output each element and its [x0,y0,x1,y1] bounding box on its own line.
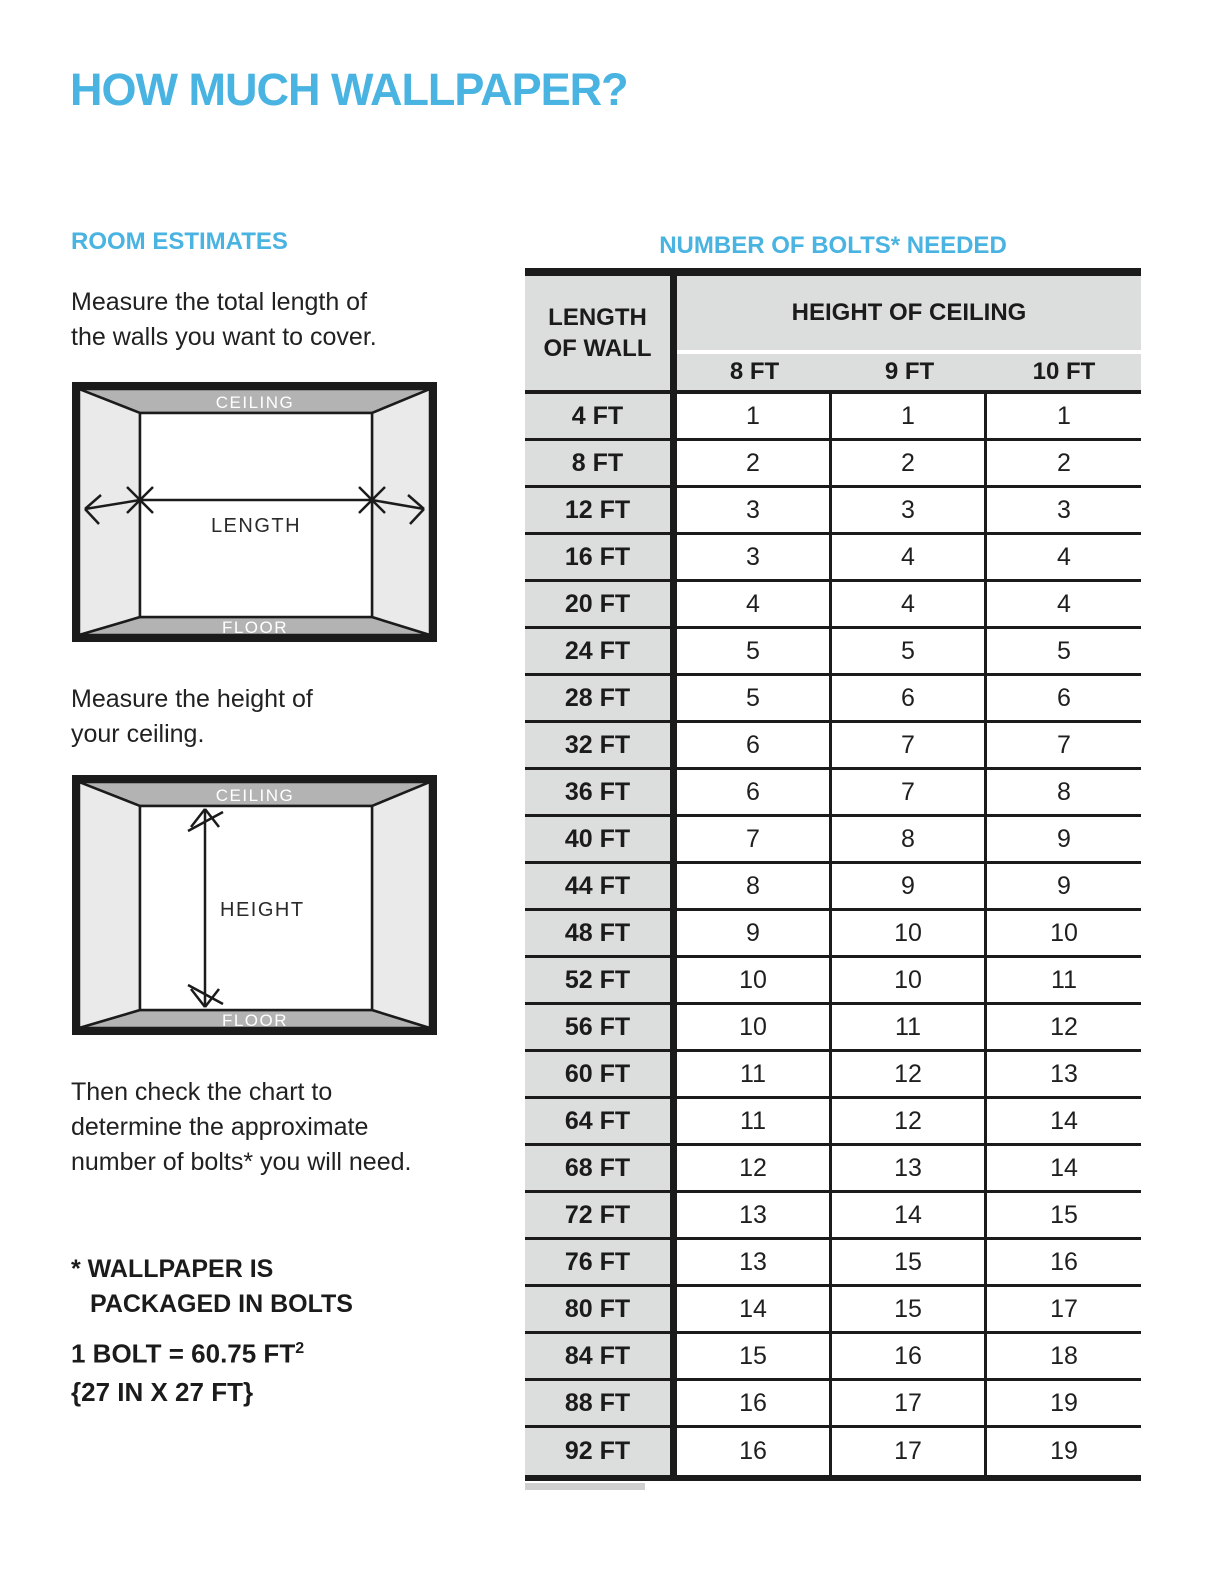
bolt-count-cell: 19 [1050,1437,1078,1465]
row-label: 8 FT [525,441,677,488]
instruction-line: Measure the height of [71,685,313,713]
bolt-count-cell: 15 [832,1287,987,1334]
row-label: 84 FT [525,1334,677,1381]
row-label: 12 FT [525,488,677,535]
bolt-count-cell: 12 [987,1005,1141,1052]
instruction-line: Then check the chart to [71,1078,333,1106]
instruction-line: the walls you want to cover. [71,323,377,351]
bolt-count-cell: 14 [987,1146,1141,1193]
bolt-count-cell: 7 [832,723,987,770]
row-label: 72 FT [525,1193,677,1240]
bolt-count-cell: 5 [987,629,1141,676]
row-label: 68 FT [525,1146,677,1193]
bolt-count-cell: 18 [987,1334,1141,1381]
bolt-count-cell: 9 [677,911,832,958]
bolt-count-cell: 10 [987,911,1141,958]
bolt-count-cell: 9 [987,817,1141,864]
instruction-line: number of bolts* you will need. [71,1148,412,1176]
corner-header-line: LENGTH [548,304,647,331]
bolt-count-cell: 4 [832,582,987,629]
bolt-count-cell: 9 [832,864,987,911]
instruction-line: determine the approximate [71,1113,369,1141]
row-label: 80 FT [525,1287,677,1334]
bolt-count-cell: 19 [987,1381,1141,1428]
bolt-count-cell: 11 [677,1099,832,1146]
table-heading: NUMBER OF BOLTS* NEEDED [659,232,1007,259]
bolt-count-cell: 5 [832,629,987,676]
bolt-count-cell: 2 [987,441,1141,488]
bolt-count-cell: 4 [987,582,1141,629]
bolt-count-cell: 2 [677,441,832,488]
bolt-size-note [71,1330,304,1411]
row-label: 24 FT [525,629,677,676]
bolt-count-cell: 16 [987,1240,1141,1287]
bolt-count-cell: 13 [832,1146,987,1193]
bolt-count-cell: 12 [832,1052,987,1099]
bolt-count-cell: 6 [677,770,832,817]
bolt-count-cell: 15 [832,1240,987,1287]
table-corner-header [525,276,677,394]
row-label: 40 FT [525,817,677,864]
bolt-count-cell: 11 [987,958,1141,1005]
bolt-count-cell: 3 [987,488,1141,535]
bolt-count-cell: 8 [677,864,832,911]
row-label: 92 FT [525,1428,677,1475]
ceiling-label: CEILING [215,786,295,805]
row-label: 88 FT [525,1381,677,1428]
bolt-count-cell: 7 [677,817,832,864]
row-label: 56 FT [525,1005,677,1052]
bolt-count-cell: 1 [832,394,987,441]
bolt-size-line: 1 BOLT = 60.75 $FT^2$ [71,1338,305,1369]
table-column-header: 10 FT [987,354,1141,394]
row-label: 64 FT [525,1099,677,1146]
bolt-count-cell: 4 [987,535,1141,582]
bolt-count-cell: 10 [832,911,987,958]
bolt-count-cell: 14 [832,1193,987,1240]
row-label: 48 FT [525,911,677,958]
instruction-line: Measure the total length of [71,288,368,316]
left-wall [79,782,140,1028]
instruction-step-1 [71,285,377,355]
bolt-count-cell: 17 [832,1428,987,1475]
bolt-count-cell: 11 [677,1052,832,1099]
row-label: 16 FT [525,535,677,582]
floor-label: FLOOR [221,618,289,637]
bolt-count-cell: 12 [832,1099,987,1146]
footnote-line: PACKAGED IN BOLTS [90,1290,353,1318]
row-label: 32 FT [525,723,677,770]
bolt-count-cell: 2 [832,441,987,488]
length-label: LENGTH [210,515,302,537]
bolt-count-cell: 5 [677,629,832,676]
row-label: 60 FT [525,1052,677,1099]
bolt-count-cell: 7 [832,770,987,817]
bolt-count-cell: 16 [677,1381,832,1428]
bolt-table [525,268,1141,1481]
bolt-count-cell: 10 [832,958,987,1005]
bolt-count-cell: 14 [987,1099,1141,1146]
bolt-count-cell: 15 [987,1193,1141,1240]
instruction-line: your ceiling. [71,720,205,748]
corner-header-line: OF WALL [543,335,652,362]
height-label: HEIGHT [220,899,305,921]
bolt-count-cell: 7 [987,723,1141,770]
row-label: 4 FT [525,394,677,441]
ceiling-label: CEILING [215,393,295,412]
wallpaper-footnote [71,1252,353,1322]
row-label: 28 FT [525,676,677,723]
bolt-count-cell: 1 [987,394,1141,441]
bolt-count-cell: 5 [677,676,832,723]
row-label: 36 FT [525,770,677,817]
bolt-count-cell: 10 [677,958,832,1005]
bolt-count-cell: 1 [677,394,832,441]
room-height-diagram [72,775,437,1035]
room-length-diagram [72,382,437,642]
bolt-count-cell: 13 [677,1240,832,1287]
bolt-count-cell: 8 [832,817,987,864]
table-shadow-strip [525,1483,645,1490]
row-label: 44 FT [525,864,677,911]
page-title: HOW MUCH WALLPAPER? [70,64,628,115]
section-heading-room-estimates: ROOM ESTIMATES [71,228,288,255]
bolt-count-cell: 8 [987,770,1141,817]
bolt-count-cell: 15 [677,1334,832,1381]
bolt-count-cell: 11 [832,1005,987,1052]
bolt-count-cell: 6 [987,676,1141,723]
bolt-count-cell: 4 [832,535,987,582]
row-label: 52 FT [525,958,677,1005]
table-column-header: 9 FT [832,354,987,394]
bolt-count-cell: 4 [677,582,832,629]
bolt-count-cell: 3 [832,488,987,535]
bolt-count-cell: 12 [677,1146,832,1193]
floor-label: FLOOR [221,1011,289,1030]
bolt-count-cell: 3 [677,535,832,582]
bolt-count-cell: 3 [677,488,832,535]
right-wall [372,782,430,1028]
bolt-count-cell: 17 [987,1287,1141,1334]
bolt-count-cell: 16 [677,1428,832,1475]
bolt-count-cell: 16 [832,1334,987,1381]
footnote-line: * WALLPAPER IS [71,1255,274,1283]
row-label: 20 FT [525,582,677,629]
bolt-count-cell: 17 [832,1381,987,1428]
instruction-step-2 [71,682,313,752]
bolt-size-line: {27 IN X 27 FT} [71,1376,254,1407]
bolt-count-cell: 6 [677,723,832,770]
bolt-count-cell: 13 [987,1052,1141,1099]
instruction-step-3 [71,1075,411,1180]
bolt-count-cell: 14 [677,1287,832,1334]
row-label: 76 FT [525,1240,677,1287]
table-column-header: 8 FT [677,354,832,394]
bolt-count-cell: 6 [832,676,987,723]
bolt-count-cell: 13 [677,1193,832,1240]
bolt-count-cell: 10 [677,1005,832,1052]
bolt-count-cell: 9 [987,864,1141,911]
table-group-header: HEIGHT OF CEILING [677,276,1141,354]
superscript-two: 2 [295,1340,305,1357]
